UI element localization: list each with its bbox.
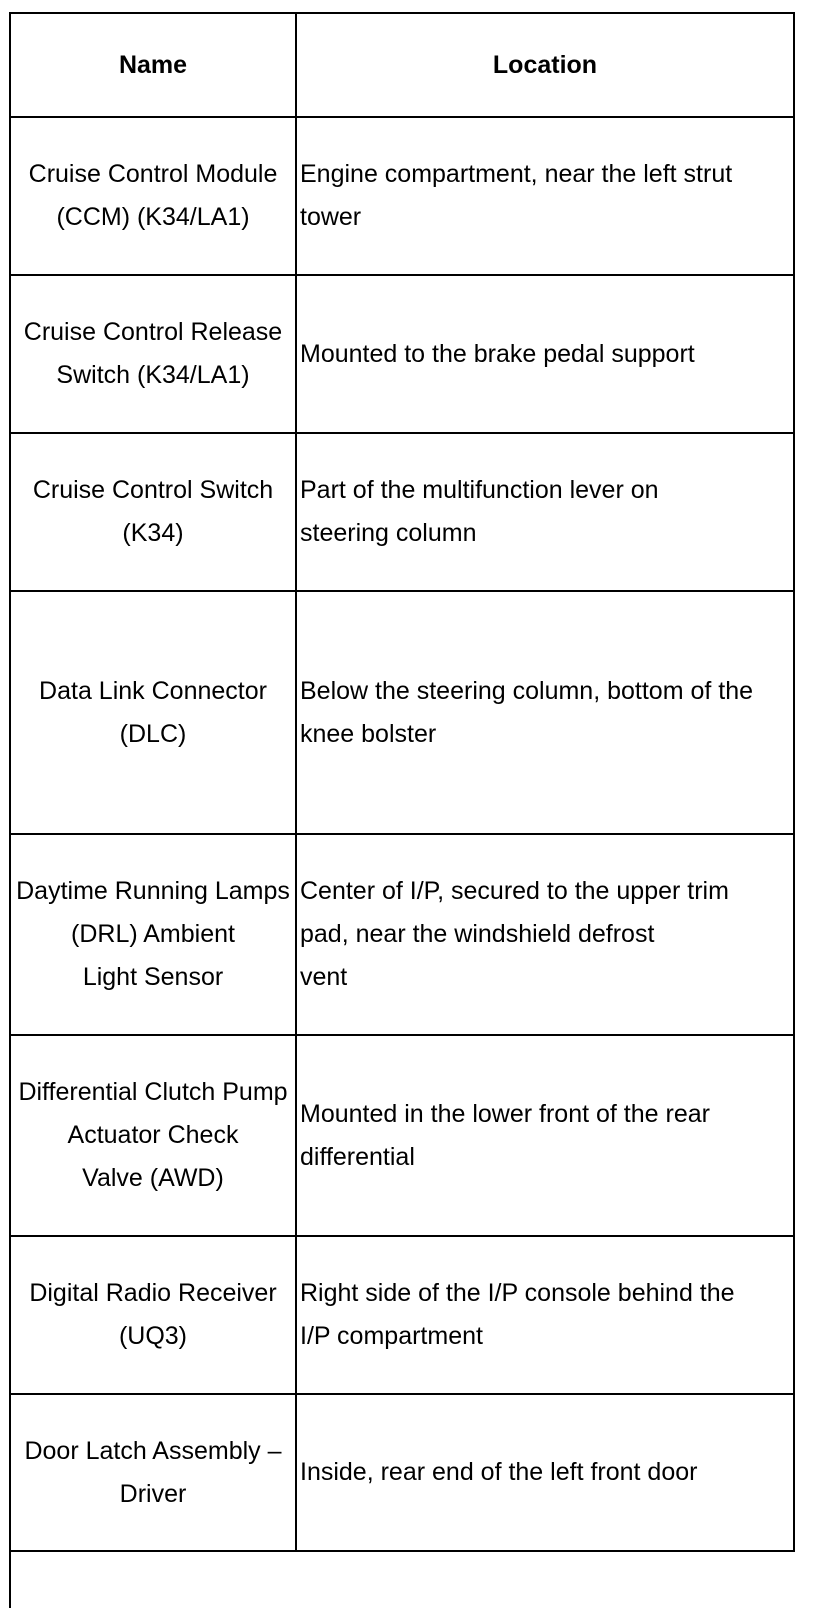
header-location-label: Location (492, 50, 598, 79)
row-6-name: Differential Clutch Pump Actuator Check Valve (AWD) (18, 1078, 288, 1192)
header-name-label: Name (118, 50, 188, 79)
header-location (297, 14, 795, 118)
row-6-name-cell (11, 1036, 297, 1237)
row-1-name: Cruise Control Module (CCM) (K34/LA1) (28, 160, 278, 231)
row-8-name-cell (11, 1395, 297, 1552)
row-7-name-cell (11, 1237, 297, 1395)
row-8-name: Door Latch Assembly – Driver (24, 1436, 282, 1508)
row-1-location-cell (297, 118, 795, 276)
row-2-location: Mounted to the brake pedal support (300, 339, 695, 368)
row-3-name: Cruise Control Switch (K34) (32, 476, 274, 547)
row-7-location-cell (297, 1237, 795, 1395)
row-5-name-cell (11, 835, 297, 1036)
row-1-location: Engine compartment, near the left strut tower (300, 160, 733, 231)
row-3-location-cell (297, 434, 795, 592)
row-5-location: Center of I/P, secured to the upper trim pad, near the windshield defrost vent (300, 877, 729, 991)
row-7-name: Digital Radio Receiver (UQ3) (29, 1279, 277, 1350)
row-8-location: Inside, rear end of the left front door (300, 1458, 698, 1486)
row-4-location: Below the steering column, bottom of the knee bolster (300, 676, 754, 748)
row-8-location-cell (297, 1395, 795, 1552)
header-name (11, 14, 297, 118)
row-4-name-cell (11, 592, 297, 835)
row-4-name: Data Link Connector (DLC) (39, 676, 267, 748)
row-6-location-cell (297, 1036, 795, 1237)
row-2-name-cell (11, 276, 297, 434)
row-1-name-cell (11, 118, 297, 276)
row-5-location-cell (297, 835, 795, 1036)
row-5-name: Daytime Running Lamps (DRL) Ambient Light Sensor (16, 877, 290, 991)
component-location-table (9, 12, 795, 1608)
row-4-location-cell (297, 592, 795, 835)
row-2-name: Cruise Control Release Switch (K34/LA1) (23, 318, 283, 389)
row-7-location: Right side of the I/P console behind the I/P compartment (300, 1279, 735, 1350)
row-3-name-cell (11, 434, 297, 592)
row-2-location-cell (297, 276, 795, 434)
row-3-location: Part of the multifunction lever on steering column (300, 476, 659, 547)
row-6-location: Mounted in the lower front of the rear differential (300, 1099, 710, 1171)
